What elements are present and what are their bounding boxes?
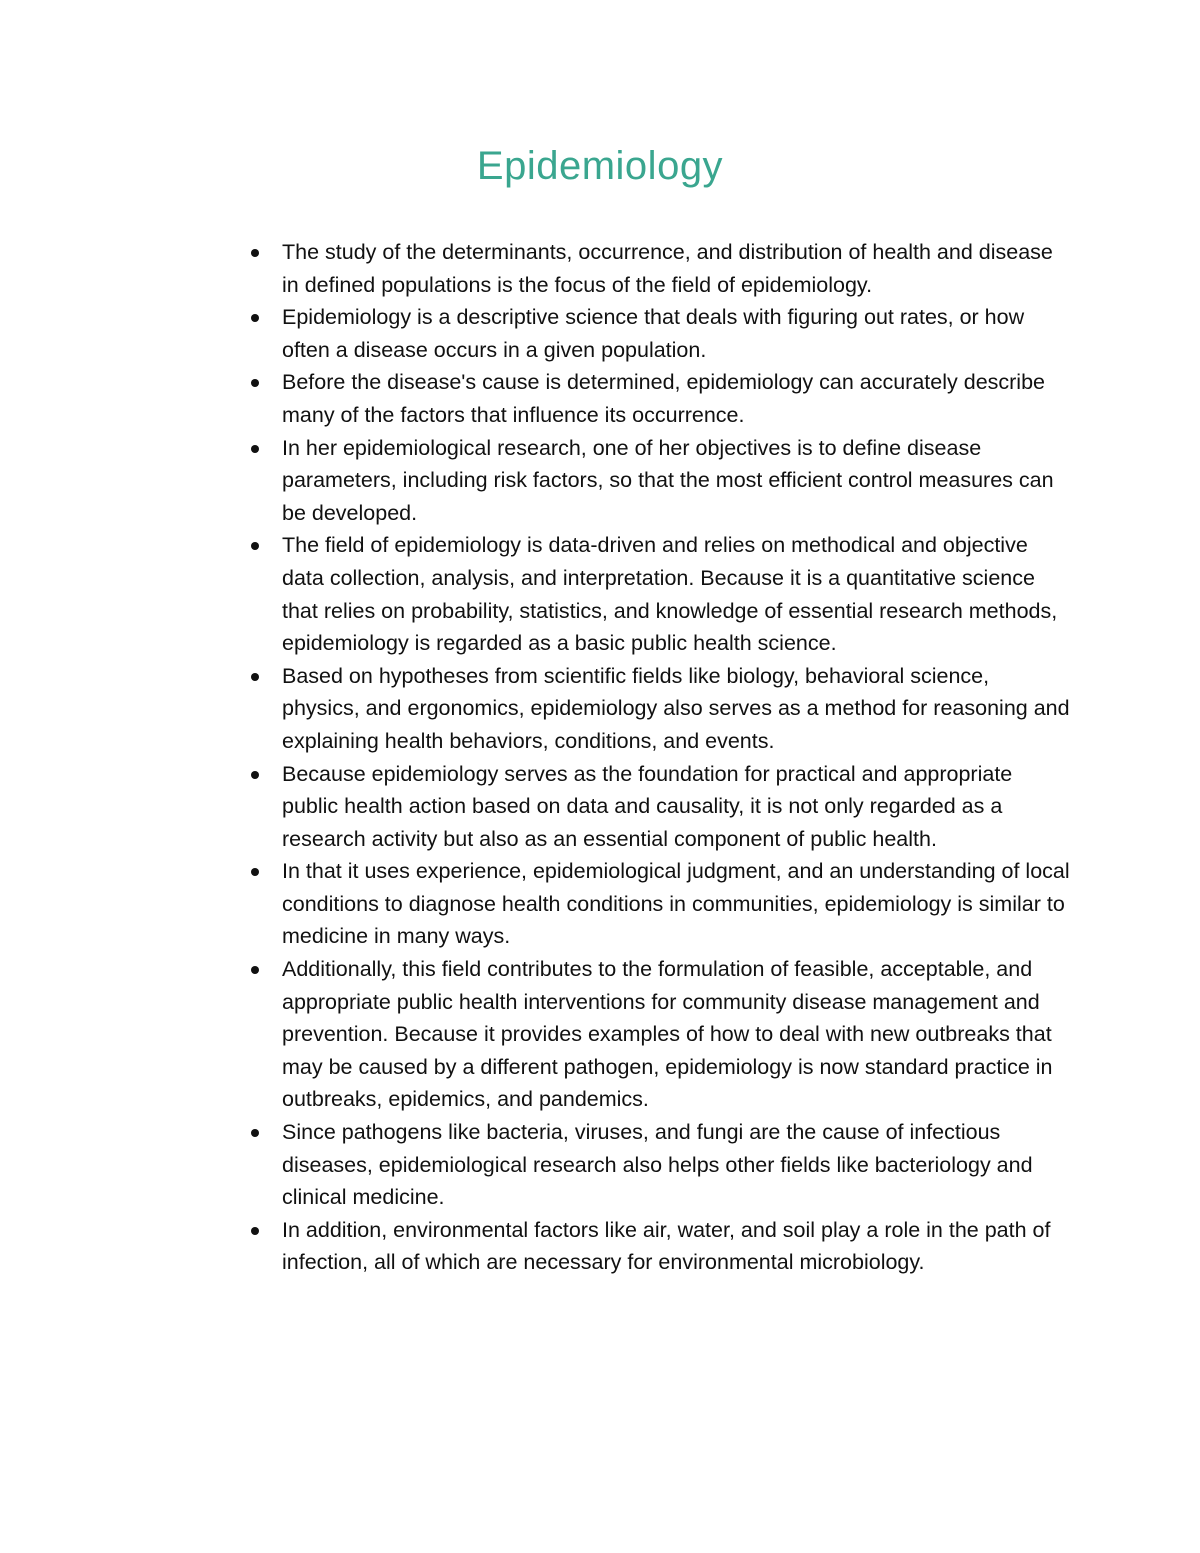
bullet-icon: [251, 966, 259, 974]
list-item-text: Before the disease's cause is determined, epidemiology can accurately describe many of the factors that influence its occurrence.: [282, 370, 1045, 427]
list-item: [282, 758, 1072, 856]
bullet-icon: [251, 445, 259, 453]
list-item-text: Epidemiology is a descriptive science that deals with figuring out rates, or how often a disease occurs in a given population.: [282, 305, 1025, 362]
bullet-icon: [251, 314, 259, 322]
list-item: [282, 953, 1072, 1116]
bullet-icon: [251, 1227, 259, 1235]
list-item-text: In her epidemiological research, one of her objectives is to define disease parameters, including risk factors, so that the most efficient control measures can be developed.: [282, 435, 1054, 525]
list-item-text: The study of the determinants, occurrence, and distribution of health and disease in defined populations is the focus of the field of epidemiology.: [282, 240, 1053, 297]
list-item: [282, 432, 1072, 530]
list-item-text: In that it uses experience, epidemiological judgment, and an understanding of local conditions to diagnose health conditions in communities, epidemiology is similar to medicine in many ways.: [282, 859, 1070, 949]
list-item: [282, 855, 1072, 953]
list-item-text: The field of epidemiology is data-driven and relies on methodical and objective data collection, analysis, and interpretation. Because it is a quantitative science that relies on probability, statistics, and knowledge of essential research methods, epidemiology is regarded as a basic public health science.: [282, 533, 1058, 656]
list-item: [282, 1116, 1072, 1214]
bullet-icon: [251, 868, 259, 876]
bullet-icon: [251, 379, 259, 387]
list-item: [282, 660, 1072, 758]
list-item-text: Because epidemiology serves as the foundation for practical and appropriate public health action based on data and causality, it is not only regarded as a research activity but also as an essential component of public health.: [282, 761, 1013, 851]
list-item-text: In addition, environmental factors like air, water, and soil play a role in the path of infection, all of which are necessary for environmental microbiology.: [282, 1217, 1051, 1275]
bullet-icon: [251, 249, 259, 257]
bullet-icon: [251, 673, 259, 681]
list-item: [282, 1214, 1072, 1279]
list-item-text: Based on hypotheses from scientific fields like biology, behavioral science, physics, and ergonomics, epidemiology also serves as a method for reasoning and explaining health behaviors, conditions, and events.: [282, 663, 1070, 753]
list-item: [282, 301, 1072, 366]
list-item-text: Since pathogens like bacteria, viruses, and fungi are the cause of infectious diseases, epidemiological research also helps other fields like bacteriology and clinical medicine.: [282, 1120, 1033, 1210]
page-title: Epidemiology: [476, 144, 724, 188]
bullet-icon: [251, 1129, 259, 1137]
bullet-icon: [251, 542, 259, 550]
list-item: [282, 366, 1072, 431]
bullet-icon: [251, 771, 259, 779]
list-item: [282, 236, 1072, 301]
list-item-text: Additionally, this field contributes to the formulation of feasible, acceptable, and appropriate public health interventions for community disease management and prevention. Because it provides examples of how to deal with new outbreaks that may be caused by a different pathogen, epidemiology is now standard practice in outbreaks, epidemics, and pandemics.: [282, 957, 1053, 1112]
list-item: [282, 529, 1072, 659]
bullet-list: [282, 236, 1072, 1279]
